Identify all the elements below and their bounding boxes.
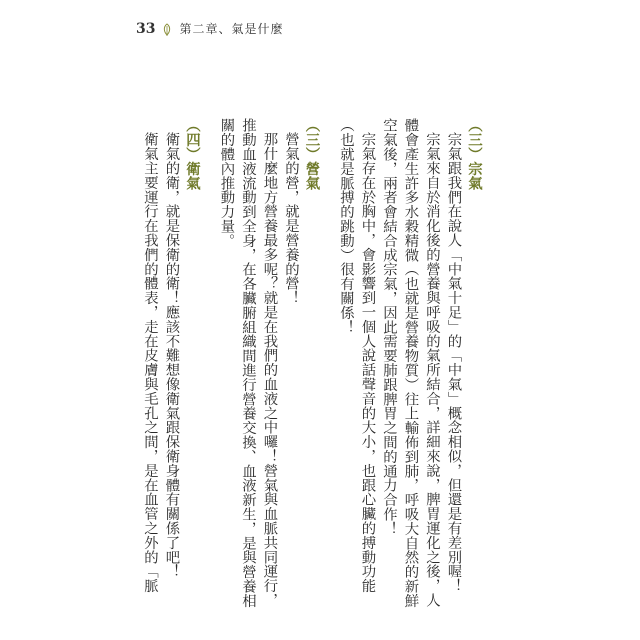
- paragraph: 營氣的營，就是營養的營！: [283, 132, 299, 306]
- paragraph: 宗氣跟我們在說人「中氣十足」的「中氣」概念相似，但還是有差別喔！: [445, 132, 462, 594]
- section-heading-zongqi: （三）宗氣: [466, 118, 483, 190]
- paragraph: 衛氣主要運行在我們的體表，走在皮膚與毛孔之間，是在血管之外的「脈: [142, 132, 158, 594]
- section-heading-weiqi: （四）衛氣: [184, 118, 201, 190]
- paragraph: 宗氣來自於消化後的營養與呼吸的氣所結合，詳細來說，脾胃運化之後，人體會產生許多水穀精微（也就是營養物質）往上輸佈到肺，呼吸大自然的新鮮空氣後，兩者會結合成宗氣，因此需要肺跟脾胃之間的通力合作！: [381, 118, 440, 608]
- paragraph: 那什麼地方營養最多呢？就是在我們的血液之中囉！營氣與血脈共同運行，推動血液流動到全身，在各臟腑組織間進行營養交換、血液新生，是與營養相關的體內推動力量。: [218, 118, 278, 608]
- section-heading-yingqi: （三）營氣: [303, 118, 321, 190]
- vertical-text-body: [142, 118, 485, 618]
- paragraph: 衛氣的衛，就是保衛的衛！應該不難想像衛氣跟保衛身體有關係了吧！: [163, 132, 180, 579]
- running-header: [136, 20, 284, 37]
- leaf-icon: [161, 22, 173, 36]
- paragraph: 宗氣存在於胸中，會影響到一個人說話聲音的大小，也跟心臟的搏動功能（也就是脈搏的跳動）很有關係！: [338, 118, 376, 594]
- page-number: 33: [136, 20, 156, 37]
- chapter-title: 第二章、氣是什麼: [179, 22, 284, 36]
- section-yingqi: [215, 118, 323, 618]
- section-weiqi: [139, 118, 204, 618]
- section-zongqi: [335, 118, 486, 618]
